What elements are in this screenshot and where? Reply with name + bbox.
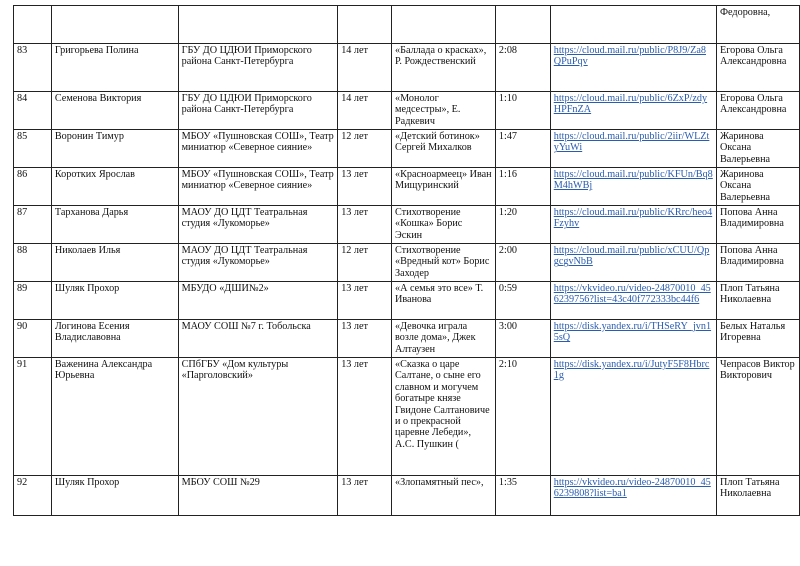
table-row xyxy=(14,244,800,282)
cell-empty xyxy=(392,6,496,44)
cell-work-title: «Красноармеец» Иван Мищуринский xyxy=(392,168,496,206)
table-row xyxy=(14,168,800,206)
cell-video-link xyxy=(550,320,716,358)
cell-number: 86 xyxy=(14,168,52,206)
cell-video-link xyxy=(550,244,716,282)
cell-age: 12 лет xyxy=(338,244,392,282)
cell-number: 83 xyxy=(14,44,52,92)
cell-teacher: Плоп Татьяна Николаевна xyxy=(716,476,799,516)
cell-age: 13 лет xyxy=(338,282,392,320)
cell-age: 13 лет xyxy=(338,206,392,244)
cell-teacher: Попова Анна Владимировна xyxy=(716,206,799,244)
table-row xyxy=(14,130,800,168)
video-link[interactable]: https://disk.yandex.ru/i/JutyF5F8Hbrc1g xyxy=(553,359,710,382)
cell-age: 13 лет xyxy=(338,476,392,516)
table-row xyxy=(14,358,800,476)
video-link[interactable]: https://cloud.mail.ru/public/P8J9/Za8QPuPqv xyxy=(553,45,706,68)
cell-organization: МБОУ СОШ №29 xyxy=(178,476,338,516)
cell-work-title: «Злопамятный пес», xyxy=(392,476,496,516)
cell-participant-name: Важенина Александра Юрьевна xyxy=(51,358,178,476)
cell-number: 91 xyxy=(14,358,52,476)
cell-number: 92 xyxy=(14,476,52,516)
cell-organization: МБОУ «Пушновская СОШ», Театр миниатюр «Северное сияние» xyxy=(178,168,338,206)
cell-duration: 3:00 xyxy=(495,320,550,358)
cell-age: 13 лет xyxy=(338,320,392,358)
cell-video-link xyxy=(550,44,716,92)
cell-participant-name: Григорьева Полина xyxy=(51,44,178,92)
cell-video-link xyxy=(550,358,716,476)
cell-teacher: Егорова Ольга Александровна xyxy=(716,44,799,92)
video-link[interactable]: https://vkvideo.ru/video-24870010_456239808?list=ba1 xyxy=(553,477,711,500)
cell-organization: МАОУ СОШ №7 г. Тобольска xyxy=(178,320,338,358)
cell-organization: МАОУ ДО ЦДТ Театральная студия «Лукоморье» xyxy=(178,244,338,282)
cell-organization: МБОУ «Пушновская СОШ», Театр миниатюр «Северное сияние» xyxy=(178,130,338,168)
cell-number: 85 xyxy=(14,130,52,168)
cell-empty xyxy=(51,6,178,44)
cell-video-link xyxy=(550,130,716,168)
cell-empty xyxy=(178,6,338,44)
cell-work-title: «А семья это все» Т. Иванова xyxy=(392,282,496,320)
cell-participant-name: Логинова Есения Владиславовна xyxy=(51,320,178,358)
cell-work-title: «Сказка о царе Салтане, о сыне его славном и могучем богатыре князе Гвидоне Салтановиче и о прекрасной царевне Лебеди», А.С. Пушкин ( xyxy=(392,358,496,476)
cell-teacher: Чепрасов Виктор Викторович xyxy=(716,358,799,476)
cell-number: 89 xyxy=(14,282,52,320)
cell-participant-name: Семенова Виктория xyxy=(51,92,178,130)
cell-duration: 1:10 xyxy=(495,92,550,130)
cell-work-title: «Баллада о красках», Р. Рождественский xyxy=(392,44,496,92)
video-link[interactable]: https://vkvideo.ru/video-24870010_456239756?list=43c40f772333bc44f6 xyxy=(553,283,711,306)
cell-age: 14 лет xyxy=(338,44,392,92)
cell-organization: МБУДО «ДШИ№2» xyxy=(178,282,338,320)
cell-duration: 1:47 xyxy=(495,130,550,168)
cell-duration: 1:16 xyxy=(495,168,550,206)
cell-age: 13 лет xyxy=(338,358,392,476)
cell-organization: ГБУ ДО ЦДЮИ Приморского района Санкт-Петербурга xyxy=(178,44,338,92)
cell-empty xyxy=(338,6,392,44)
cell-participant-name: Тарханова Дарья xyxy=(51,206,178,244)
cell-organization: МАОУ ДО ЦДТ Театральная студия «Лукоморье» xyxy=(178,206,338,244)
cell-teacher: Жаринова Оксана Валерьевна xyxy=(716,168,799,206)
cell-teacher: Попова Анна Владимировна xyxy=(716,244,799,282)
cell-number: 88 xyxy=(14,244,52,282)
cell-duration: 2:08 xyxy=(495,44,550,92)
video-link[interactable]: https://cloud.mail.ru/public/6ZxP/zdyHPFnZA xyxy=(553,93,708,116)
cell-work-title: «Детский ботинок» Сергей Михалков xyxy=(392,130,496,168)
cell-video-link xyxy=(550,92,716,130)
cell-number: 87 xyxy=(14,206,52,244)
participants-table xyxy=(13,5,800,516)
cell-age: 12 лет xyxy=(338,130,392,168)
table-row xyxy=(14,282,800,320)
cell-participant-name: Коротких Ярослав xyxy=(51,168,178,206)
cell-participant-name: Шуляк Прохор xyxy=(51,282,178,320)
table-row xyxy=(14,320,800,358)
video-link[interactable]: https://cloud.mail.ru/public/2iir/WLZtyYuWi xyxy=(553,131,710,154)
cell-age: 14 лет xyxy=(338,92,392,130)
table-row xyxy=(14,476,800,516)
cell-organization: СПбГБУ «Дом культуры «Парголовский» xyxy=(178,358,338,476)
video-link[interactable]: https://cloud.mail.ru/public/xCUU/QpgcgvNbB xyxy=(553,245,710,268)
cell-video-link xyxy=(550,206,716,244)
cell-work-title: Стихотворение «Вредный кот» Борис Заходер xyxy=(392,244,496,282)
cell-teacher-continued: Федоровна, xyxy=(716,6,799,44)
cell-teacher: Егорова Ольга Александровна xyxy=(716,92,799,130)
cell-teacher: Плоп Татьяна Николаевна xyxy=(716,282,799,320)
table-row xyxy=(14,92,800,130)
cell-work-title: Стихотворение «Кошка» Борис Эскин xyxy=(392,206,496,244)
cell-duration: 0:59 xyxy=(495,282,550,320)
cell-video-link xyxy=(550,282,716,320)
cell-number: 90 xyxy=(14,320,52,358)
video-link[interactable]: https://cloud.mail.ru/public/KFUn/Bq8M4hWBj xyxy=(553,169,713,192)
table-row xyxy=(14,44,800,92)
video-link[interactable]: https://disk.yandex.ru/i/THSeRY_jvn15sQ xyxy=(553,321,712,344)
cell-teacher: Белых Наталья Игоревна xyxy=(716,320,799,358)
cell-work-title: «Девочка играла возле дома», Джек Алтаузен xyxy=(392,320,496,358)
cell-duration: 1:20 xyxy=(495,206,550,244)
cell-number: 84 xyxy=(14,92,52,130)
cell-work-title: «Монолог медсестры», Е. Радкевич xyxy=(392,92,496,130)
table-row xyxy=(14,206,800,244)
cell-video-link xyxy=(550,168,716,206)
table-row-top xyxy=(14,6,800,44)
cell-duration: 1:35 xyxy=(495,476,550,516)
cell-participant-name: Шуляк Прохор xyxy=(51,476,178,516)
cell-empty xyxy=(550,6,716,44)
cell-participant-name: Николаев Илья xyxy=(51,244,178,282)
video-link[interactable]: https://cloud.mail.ru/public/KRrc/heo4Fzyhv xyxy=(553,207,713,230)
cell-organization: ГБУ ДО ЦДЮИ Приморского района Санкт-Петербурга xyxy=(178,92,338,130)
cell-participant-name: Воронин Тимур xyxy=(51,130,178,168)
cell-duration: 2:10 xyxy=(495,358,550,476)
cell-empty xyxy=(495,6,550,44)
cell-empty xyxy=(14,6,52,44)
cell-video-link xyxy=(550,476,716,516)
cell-duration: 2:00 xyxy=(495,244,550,282)
cell-teacher: Жаринова Оксана Валерьевна xyxy=(716,130,799,168)
cell-age: 13 лет xyxy=(338,168,392,206)
